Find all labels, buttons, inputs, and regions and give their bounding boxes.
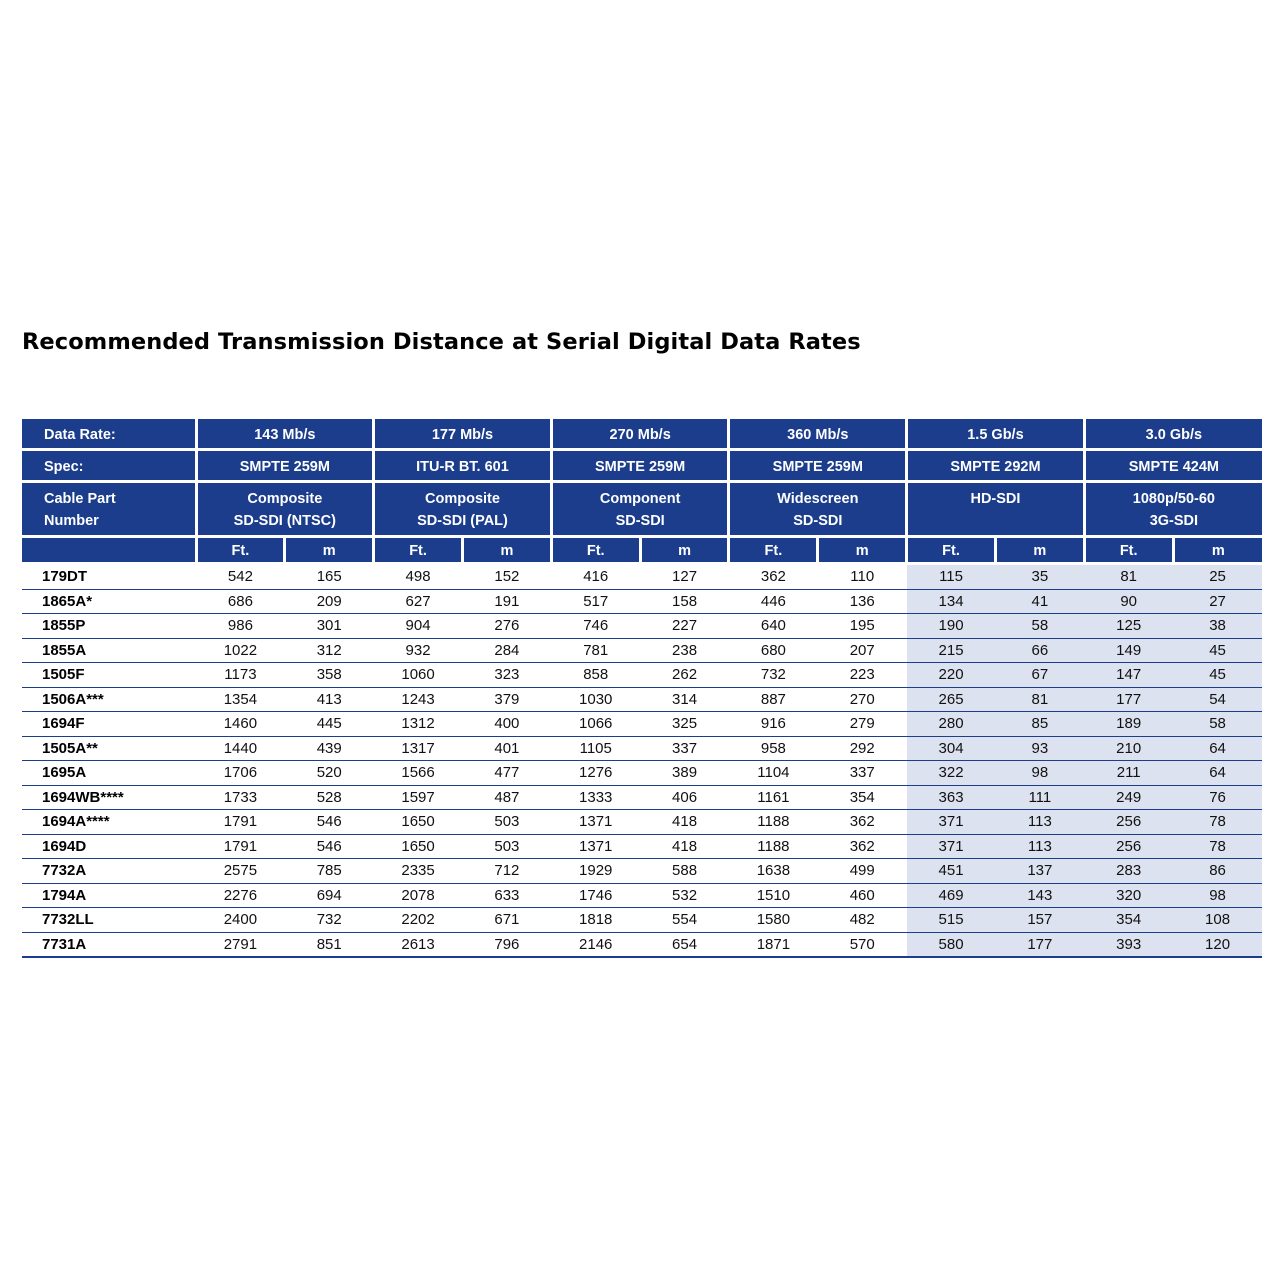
- distance-ft-cell: 2335: [374, 859, 463, 884]
- distance-ft-cell: 469: [907, 883, 996, 908]
- distance-ft-cell: 115: [907, 564, 996, 590]
- cable-part-number: 1506A***: [22, 687, 196, 712]
- distance-ft-cell: 1650: [374, 834, 463, 859]
- distance-m-cell: 108: [1173, 908, 1262, 933]
- distance-ft-cell: 2791: [196, 932, 285, 957]
- distance-ft-cell: 1791: [196, 834, 285, 859]
- distance-m-cell: 503: [462, 810, 551, 835]
- cable-part-label-line1: Cable Part: [44, 491, 116, 507]
- cable-part-number: 1865A*: [22, 589, 196, 614]
- distance-m-cell: 86: [1173, 859, 1262, 884]
- table-row: [22, 883, 1262, 908]
- distance-m-cell: 157: [995, 908, 1084, 933]
- distance-ft-cell: 446: [729, 589, 818, 614]
- spec-header-row: [22, 450, 1262, 482]
- distance-m-cell: 127: [640, 564, 729, 590]
- distance-m-cell: 487: [462, 785, 551, 810]
- data-rate-label: Data Rate:: [22, 419, 196, 450]
- format-360: [729, 482, 907, 537]
- unit-ft-270: Ft.: [551, 537, 640, 564]
- distance-ft-cell: 177: [1084, 687, 1173, 712]
- distance-ft-cell: 781: [551, 638, 640, 663]
- format-desc-line2: SD-SDI (PAL): [417, 513, 508, 529]
- format-desc-line1: Widescreen: [777, 491, 859, 507]
- distance-m-cell: 379: [462, 687, 551, 712]
- spec-1-5g: SMPTE 292M: [907, 450, 1085, 482]
- distance-m-cell: 143: [995, 883, 1084, 908]
- distance-ft-cell: 887: [729, 687, 818, 712]
- distance-ft-cell: 746: [551, 614, 640, 639]
- distance-ft-cell: 904: [374, 614, 463, 639]
- distance-ft-cell: 1161: [729, 785, 818, 810]
- unit-m-360: m: [818, 537, 907, 564]
- distance-ft-cell: 680: [729, 638, 818, 663]
- format-desc-line2: SD-SDI: [615, 513, 665, 529]
- distance-ft-cell: 393: [1084, 932, 1173, 957]
- unit-m-143: m: [285, 537, 374, 564]
- distance-ft-cell: 1371: [551, 834, 640, 859]
- distance-ft-cell: 190: [907, 614, 996, 639]
- cable-part-number: 7731A: [22, 932, 196, 957]
- format-desc-line2: SD-SDI: [793, 513, 843, 529]
- distance-m-cell: 588: [640, 859, 729, 884]
- distance-ft-cell: 1173: [196, 663, 285, 688]
- spec-270: SMPTE 259M: [551, 450, 729, 482]
- distance-ft-cell: 256: [1084, 834, 1173, 859]
- distance-ft-cell: 371: [907, 810, 996, 835]
- distance-m-cell: 93: [995, 736, 1084, 761]
- format-143: [196, 482, 374, 537]
- distance-ft-cell: 686: [196, 589, 285, 614]
- distance-ft-cell: 1871: [729, 932, 818, 957]
- data-rate-360: 360 Mb/s: [729, 419, 907, 450]
- distance-ft-cell: 280: [907, 712, 996, 737]
- distance-m-cell: 177: [995, 932, 1084, 957]
- distance-m-cell: 262: [640, 663, 729, 688]
- unit-m-1-5g: m: [995, 537, 1084, 564]
- table-row: [22, 687, 1262, 712]
- format-3-0g: [1084, 482, 1262, 537]
- distance-ft-cell: 986: [196, 614, 285, 639]
- distance-m-cell: 136: [818, 589, 907, 614]
- distance-m-cell: 445: [285, 712, 374, 737]
- distance-m-cell: 301: [285, 614, 374, 639]
- distance-ft-cell: 149: [1084, 638, 1173, 663]
- cable-part-number: 1694A****: [22, 810, 196, 835]
- distance-m-cell: 323: [462, 663, 551, 688]
- distance-ft-cell: 2276: [196, 883, 285, 908]
- distance-m-cell: 796: [462, 932, 551, 957]
- distance-ft-cell: 416: [551, 564, 640, 590]
- table-row: [22, 761, 1262, 786]
- distance-ft-cell: 125: [1084, 614, 1173, 639]
- distance-m-cell: 58: [995, 614, 1084, 639]
- distance-ft-cell: 1066: [551, 712, 640, 737]
- distance-m-cell: 195: [818, 614, 907, 639]
- distance-m-cell: 25: [1173, 564, 1262, 590]
- distance-ft-cell: 210: [1084, 736, 1173, 761]
- unit-header-blank: [22, 537, 196, 564]
- distance-ft-cell: 1243: [374, 687, 463, 712]
- table-row: [22, 859, 1262, 884]
- distance-m-cell: 546: [285, 834, 374, 859]
- distance-m-cell: 158: [640, 589, 729, 614]
- distance-ft-cell: 215: [907, 638, 996, 663]
- distance-m-cell: 227: [640, 614, 729, 639]
- distance-m-cell: 98: [1173, 883, 1262, 908]
- table-row: [22, 785, 1262, 810]
- cable-part-number-label: [22, 482, 196, 537]
- distance-m-cell: 238: [640, 638, 729, 663]
- unit-m-3-0g: m: [1173, 537, 1262, 564]
- distance-m-cell: 439: [285, 736, 374, 761]
- distance-m-cell: 137: [995, 859, 1084, 884]
- distance-ft-cell: 1929: [551, 859, 640, 884]
- distance-ft-cell: 363: [907, 785, 996, 810]
- distance-m-cell: 78: [1173, 810, 1262, 835]
- format-desc-line1: Composite: [247, 491, 323, 507]
- unit-ft-360: Ft.: [729, 537, 818, 564]
- distance-ft-cell: 1022: [196, 638, 285, 663]
- distance-ft-cell: 1104: [729, 761, 818, 786]
- distance-ft-cell: 1440: [196, 736, 285, 761]
- distance-ft-cell: 1371: [551, 810, 640, 835]
- distance-ft-cell: 640: [729, 614, 818, 639]
- distance-m-cell: 400: [462, 712, 551, 737]
- distance-m-cell: 337: [818, 761, 907, 786]
- unit-ft-1-5g: Ft.: [907, 537, 996, 564]
- distance-ft-cell: 515: [907, 908, 996, 933]
- distance-m-cell: 570: [818, 932, 907, 957]
- distance-m-cell: 64: [1173, 736, 1262, 761]
- distance-m-cell: 499: [818, 859, 907, 884]
- format-desc-line1: HD-SDI: [970, 491, 1021, 507]
- table-row: [22, 589, 1262, 614]
- distance-ft-cell: 134: [907, 589, 996, 614]
- distance-m-cell: 325: [640, 712, 729, 737]
- distance-ft-cell: 1597: [374, 785, 463, 810]
- unit-ft-177: Ft.: [374, 537, 463, 564]
- distance-ft-cell: 147: [1084, 663, 1173, 688]
- unit-ft-143: Ft.: [196, 537, 285, 564]
- distance-ft-cell: 1317: [374, 736, 463, 761]
- cable-part-number: 1505F: [22, 663, 196, 688]
- distance-ft-cell: 211: [1084, 761, 1173, 786]
- table-row: [22, 564, 1262, 590]
- format-header-row: [22, 482, 1262, 537]
- distance-ft-cell: 1312: [374, 712, 463, 737]
- data-rate-1-5g: 1.5 Gb/s: [907, 419, 1085, 450]
- distance-ft-cell: 858: [551, 663, 640, 688]
- distance-ft-cell: 81: [1084, 564, 1173, 590]
- distance-ft-cell: 1818: [551, 908, 640, 933]
- distance-ft-cell: 2613: [374, 932, 463, 957]
- distance-ft-cell: 354: [1084, 908, 1173, 933]
- distance-m-cell: 532: [640, 883, 729, 908]
- distance-ft-cell: 932: [374, 638, 463, 663]
- spec-label: Spec:: [22, 450, 196, 482]
- distance-m-cell: 362: [818, 834, 907, 859]
- distance-ft-cell: 1060: [374, 663, 463, 688]
- distance-m-cell: 45: [1173, 638, 1262, 663]
- distance-m-cell: 113: [995, 834, 1084, 859]
- distance-ft-cell: 1333: [551, 785, 640, 810]
- distance-ft-cell: 256: [1084, 810, 1173, 835]
- format-desc-line2: SD-SDI (NTSC): [233, 513, 336, 529]
- distance-ft-cell: 1354: [196, 687, 285, 712]
- distance-ft-cell: 90: [1084, 589, 1173, 614]
- distance-m-cell: 165: [285, 564, 374, 590]
- format-177: [374, 482, 552, 537]
- distance-m-cell: 67: [995, 663, 1084, 688]
- distance-m-cell: 66: [995, 638, 1084, 663]
- distance-m-cell: 64: [1173, 761, 1262, 786]
- distance-ft-cell: 517: [551, 589, 640, 614]
- table-row: [22, 663, 1262, 688]
- table-row: [22, 736, 1262, 761]
- unit-m-177: m: [462, 537, 551, 564]
- distance-m-cell: 152: [462, 564, 551, 590]
- distance-m-cell: 520: [285, 761, 374, 786]
- spec-177: ITU-R BT. 601: [374, 450, 552, 482]
- distance-ft-cell: 371: [907, 834, 996, 859]
- table-row: [22, 932, 1262, 957]
- distance-m-cell: 111: [995, 785, 1084, 810]
- cable-part-number: 1505A**: [22, 736, 196, 761]
- distance-ft-cell: 1276: [551, 761, 640, 786]
- distance-m-cell: 110: [818, 564, 907, 590]
- distance-ft-cell: 283: [1084, 859, 1173, 884]
- format-270: [551, 482, 729, 537]
- data-rate-3-0g: 3.0 Gb/s: [1084, 419, 1262, 450]
- distance-m-cell: 654: [640, 932, 729, 957]
- distance-m-cell: 358: [285, 663, 374, 688]
- cable-part-number: 1855P: [22, 614, 196, 639]
- distance-ft-cell: 1188: [729, 810, 818, 835]
- distance-m-cell: 78: [1173, 834, 1262, 859]
- distance-m-cell: 270: [818, 687, 907, 712]
- distance-ft-cell: 362: [729, 564, 818, 590]
- distance-m-cell: 284: [462, 638, 551, 663]
- table-body: [22, 564, 1262, 958]
- transmission-distance-table: [22, 419, 1262, 958]
- distance-m-cell: 503: [462, 834, 551, 859]
- distance-m-cell: 209: [285, 589, 374, 614]
- distance-m-cell: 671: [462, 908, 551, 933]
- distance-ft-cell: 322: [907, 761, 996, 786]
- distance-m-cell: 418: [640, 810, 729, 835]
- format-desc-line1: Composite: [425, 491, 500, 507]
- distance-ft-cell: 627: [374, 589, 463, 614]
- distance-m-cell: 554: [640, 908, 729, 933]
- distance-m-cell: 312: [285, 638, 374, 663]
- distance-m-cell: 633: [462, 883, 551, 908]
- distance-m-cell: 292: [818, 736, 907, 761]
- distance-ft-cell: 542: [196, 564, 285, 590]
- distance-m-cell: 528: [285, 785, 374, 810]
- distance-ft-cell: 2575: [196, 859, 285, 884]
- format-desc-line1: 1080p/50-60: [1132, 491, 1215, 507]
- distance-ft-cell: 304: [907, 736, 996, 761]
- distance-m-cell: 58: [1173, 712, 1262, 737]
- distance-m-cell: 712: [462, 859, 551, 884]
- distance-ft-cell: 1510: [729, 883, 818, 908]
- unit-header-row: [22, 537, 1262, 564]
- cable-part-number: 179DT: [22, 564, 196, 590]
- distance-m-cell: 191: [462, 589, 551, 614]
- distance-m-cell: 732: [285, 908, 374, 933]
- distance-m-cell: 45: [1173, 663, 1262, 688]
- cable-part-label-line2: Number: [44, 513, 99, 529]
- distance-m-cell: 406: [640, 785, 729, 810]
- cable-part-number: 7732A: [22, 859, 196, 884]
- table-row: [22, 638, 1262, 663]
- cable-part-number: 1855A: [22, 638, 196, 663]
- distance-m-cell: 546: [285, 810, 374, 835]
- distance-m-cell: 120: [1173, 932, 1262, 957]
- distance-ft-cell: 220: [907, 663, 996, 688]
- distance-ft-cell: 1638: [729, 859, 818, 884]
- distance-m-cell: 98: [995, 761, 1084, 786]
- distance-ft-cell: 2400: [196, 908, 285, 933]
- distance-ft-cell: 498: [374, 564, 463, 590]
- format-1-5g: [907, 482, 1085, 537]
- distance-m-cell: 276: [462, 614, 551, 639]
- distance-m-cell: 694: [285, 883, 374, 908]
- distance-m-cell: 76: [1173, 785, 1262, 810]
- distance-m-cell: 113: [995, 810, 1084, 835]
- distance-ft-cell: 1650: [374, 810, 463, 835]
- distance-m-cell: 413: [285, 687, 374, 712]
- distance-m-cell: 482: [818, 908, 907, 933]
- distance-ft-cell: 916: [729, 712, 818, 737]
- distance-m-cell: 851: [285, 932, 374, 957]
- distance-ft-cell: 1733: [196, 785, 285, 810]
- distance-m-cell: 279: [818, 712, 907, 737]
- distance-ft-cell: 1188: [729, 834, 818, 859]
- data-rate-143: 143 Mb/s: [196, 419, 374, 450]
- distance-ft-cell: 732: [729, 663, 818, 688]
- cable-part-number: 1694F: [22, 712, 196, 737]
- distance-ft-cell: 189: [1084, 712, 1173, 737]
- distance-m-cell: 389: [640, 761, 729, 786]
- cable-part-number: 1694WB****: [22, 785, 196, 810]
- distance-ft-cell: 1791: [196, 810, 285, 835]
- distance-ft-cell: 580: [907, 932, 996, 957]
- distance-m-cell: 27: [1173, 589, 1262, 614]
- distance-ft-cell: 1706: [196, 761, 285, 786]
- distance-ft-cell: 2202: [374, 908, 463, 933]
- spec-3-0g: SMPTE 424M: [1084, 450, 1262, 482]
- table-header: [22, 419, 1262, 564]
- spec-143: SMPTE 259M: [196, 450, 374, 482]
- distance-ft-cell: 1580: [729, 908, 818, 933]
- distance-ft-cell: 2146: [551, 932, 640, 957]
- distance-m-cell: 477: [462, 761, 551, 786]
- format-desc-line2: 3G-SDI: [1149, 513, 1199, 529]
- distance-m-cell: 85: [995, 712, 1084, 737]
- table-row: [22, 614, 1262, 639]
- distance-m-cell: 54: [1173, 687, 1262, 712]
- distance-m-cell: 337: [640, 736, 729, 761]
- unit-m-270: m: [640, 537, 729, 564]
- data-rate-270: 270 Mb/s: [551, 419, 729, 450]
- distance-m-cell: 354: [818, 785, 907, 810]
- distance-ft-cell: 451: [907, 859, 996, 884]
- table-row: [22, 810, 1262, 835]
- distance-ft-cell: 1460: [196, 712, 285, 737]
- distance-m-cell: 785: [285, 859, 374, 884]
- cable-part-number: 7732LL: [22, 908, 196, 933]
- distance-m-cell: 41: [995, 589, 1084, 614]
- distance-m-cell: 401: [462, 736, 551, 761]
- unit-ft-3-0g: Ft.: [1084, 537, 1173, 564]
- distance-m-cell: 38: [1173, 614, 1262, 639]
- cable-part-number: 1794A: [22, 883, 196, 908]
- cable-part-number: 1695A: [22, 761, 196, 786]
- distance-m-cell: 314: [640, 687, 729, 712]
- distance-m-cell: 362: [818, 810, 907, 835]
- distance-m-cell: 81: [995, 687, 1084, 712]
- distance-ft-cell: 1030: [551, 687, 640, 712]
- cable-part-number: 1694D: [22, 834, 196, 859]
- table-row: [22, 712, 1262, 737]
- distance-m-cell: 35: [995, 564, 1084, 590]
- distance-ft-cell: 1105: [551, 736, 640, 761]
- table-row: [22, 834, 1262, 859]
- distance-ft-cell: 1566: [374, 761, 463, 786]
- distance-m-cell: 460: [818, 883, 907, 908]
- distance-ft-cell: 1746: [551, 883, 640, 908]
- distance-ft-cell: 249: [1084, 785, 1173, 810]
- page-title: Recommended Transmission Distance at Serial Digital Data Rates: [22, 329, 861, 355]
- table-row: [22, 908, 1262, 933]
- data-rate-header-row: [22, 419, 1262, 450]
- distance-m-cell: 223: [818, 663, 907, 688]
- distance-ft-cell: 2078: [374, 883, 463, 908]
- distance-ft-cell: 320: [1084, 883, 1173, 908]
- spec-360: SMPTE 259M: [729, 450, 907, 482]
- data-rate-177: 177 Mb/s: [374, 419, 552, 450]
- distance-m-cell: 418: [640, 834, 729, 859]
- distance-ft-cell: 265: [907, 687, 996, 712]
- format-desc-line1: Component: [599, 491, 681, 507]
- distance-ft-cell: 958: [729, 736, 818, 761]
- distance-m-cell: 207: [818, 638, 907, 663]
